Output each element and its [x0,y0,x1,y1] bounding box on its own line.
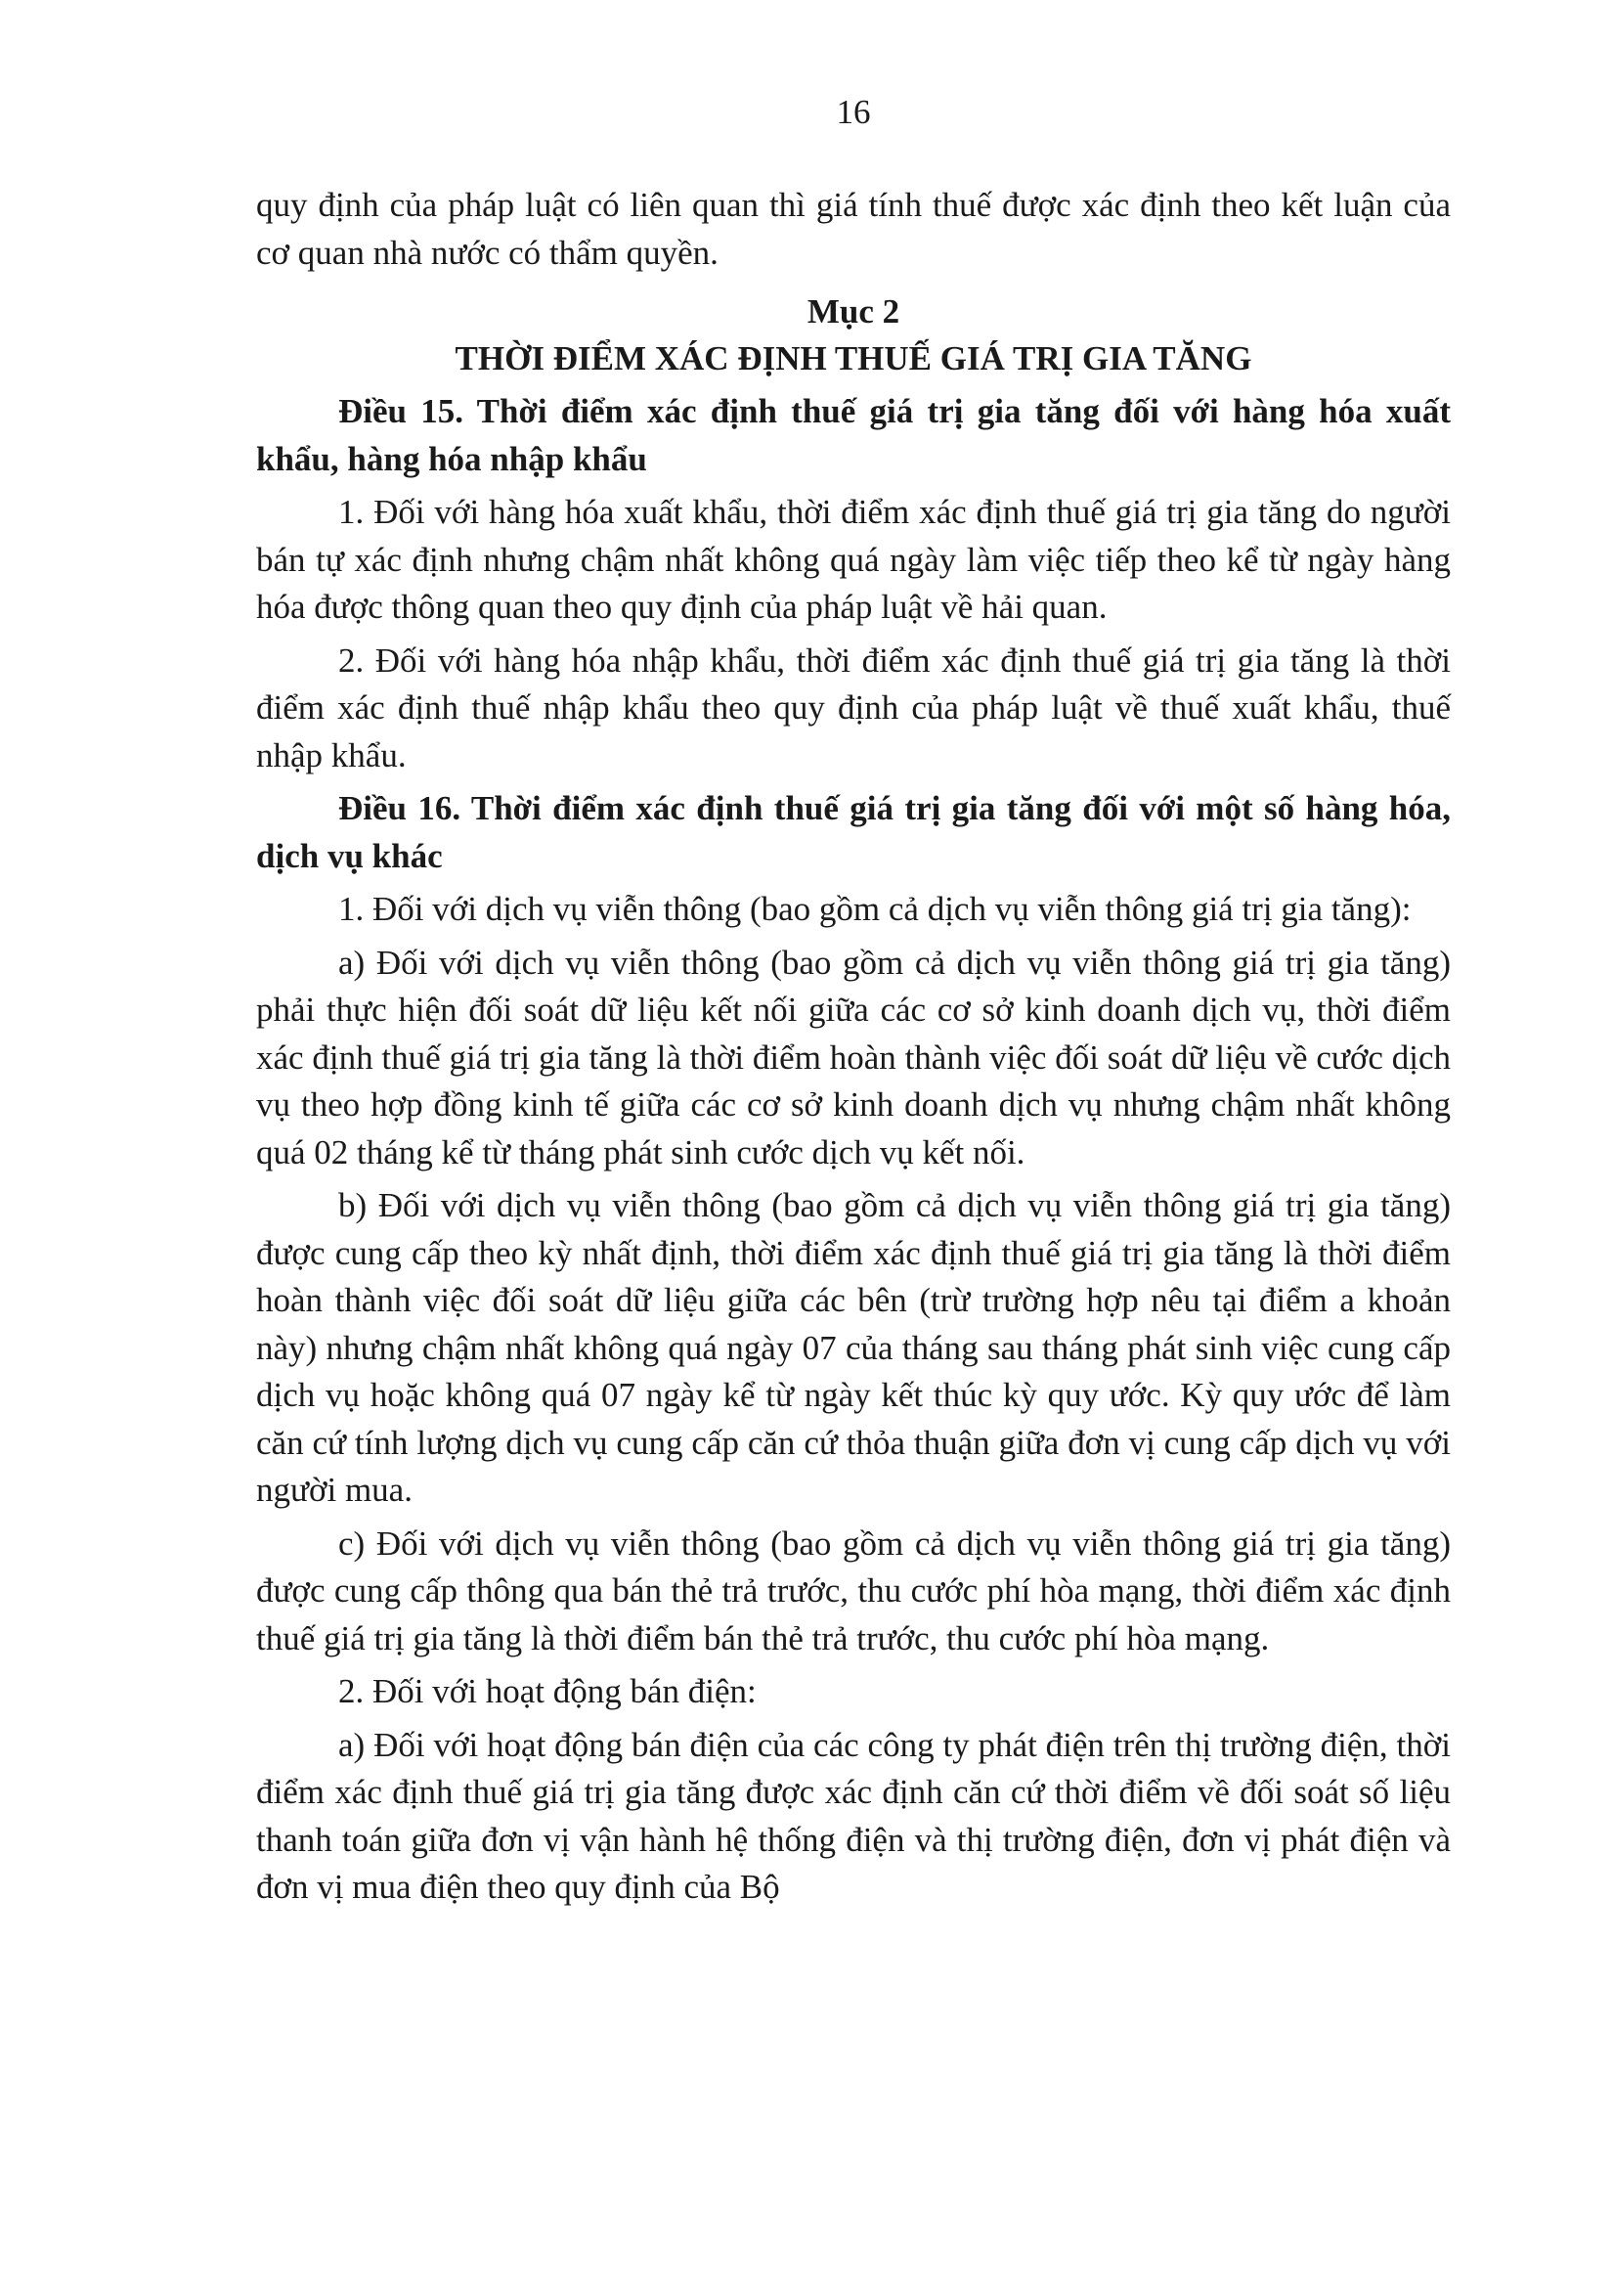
article-16-title: Điều 16. Thời điểm xác định thuế giá trị gia tăng đối với một số hàng hóa, dịch vụ khác [256,789,1451,875]
article-16-clause-1a: a) Đối với dịch vụ viễn thông (bao gồm cả dịch vụ viễn thông giá trị gia tăng) phải thực hiện đối soát dữ liệu kết nối giữa các cơ sở kinh doanh dịch vụ, thời điểm xác định thuế giá trị gia tăng là thời điểm hoàn thành việc đối soát dữ liệu về cước dịch vụ theo hợp đồng kinh tế giữa các cơ sở kinh doanh dịch vụ nhưng chậm nhất không quá 02 tháng kể từ tháng phát sinh cước dịch vụ kết nối. [256,943,1451,1171]
article-16-clause-1: 1. Đối với dịch vụ viễn thông (bao gồm cả dịch vụ viễn thông giá trị gia tăng): [338,890,1412,928]
article-16-clause-1c: c) Đối với dịch vụ viễn thông (bao gồm cả dịch vụ viễn thông giá trị gia tăng) được cung cấp thông qua bán thẻ trả trước, thu cước phí hòa mạng, thời điểm xác định thuế giá trị gia tăng là thời điểm bán thẻ trả trước, thu cước phí hòa mạng. [256,1523,1451,1657]
section-title: THỜI ĐIỂM XÁC ĐỊNH THUẾ GIÁ TRỊ GIA TĂNG [455,339,1252,377]
article-15-clause-2: 2. Đối với hàng hóa nhập khẩu, thời điểm xác định thuế giá trị gia tăng là thời điểm xác định thuế nhập khẩu theo quy định của pháp luật về thuế xuất khẩu, thuế nhập khẩu. [256,640,1451,774]
article-16-clause-2: 2. Đối với hoạt động bán điện: [338,1672,757,1710]
article-16-clause-1b: b) Đối với dịch vụ viễn thông (bao gồm cả dịch vụ viễn thông giá trị gia tăng) được cung cấp theo kỳ nhất định, thời điểm xác định thuế giá trị gia tăng là thời điểm hoàn thành việc đối soát dữ liệu giữa các bên (trừ trường hợp nêu tại điểm a khoản này) nhưng chậm nhất không quá ngày 07 của tháng sau tháng phát sinh việc cung cấp dịch vụ hoặc không quá 07 ngày kể từ ngày kết thúc kỳ quy ước. Kỳ quy ước để làm căn cứ tính lượng dịch vụ cung cấp căn cứ thỏa thuận giữa đơn vị cung cấp dịch vụ với người mua. [256,1186,1451,1509]
document-page [256,78,1451,1918]
article-15-title: Điều 15. Thời điểm xác định thuế giá trị gia tăng đối với hàng hóa xuất khẩu, hàng hóa nhập khẩu [256,392,1451,478]
article-15-clause-1: 1. Đối với hàng hóa xuất khẩu, thời điểm xác định thuế giá trị gia tăng do người bán tự xác định nhưng chậm nhất không quá ngày làm việc tiếp theo kể từ ngày hàng hóa được thông quan theo quy định của pháp luật về hải quan. [256,493,1451,626]
article-16-clause-2a: a) Đối với hoạt động bán điện của các công ty phát điện trên thị trường điện, thời điểm xác định thuế giá trị gia tăng được xác định căn cứ thời điểm về đối soát số liệu thanh toán giữa đơn vị vận hành hệ thống điện và thị trường điện, đơn vị phát điện và đơn vị mua điện theo quy định của Bộ [256,1725,1451,1906]
section-label: Mục 2 [806,292,900,331]
continuation-paragraph: quy định của pháp luật có liên quan thì giá tính thuế được xác định theo kết luận của cơ quan nhà nước có thẩm quyền. [256,186,1451,272]
page-number: 16 [836,93,871,131]
